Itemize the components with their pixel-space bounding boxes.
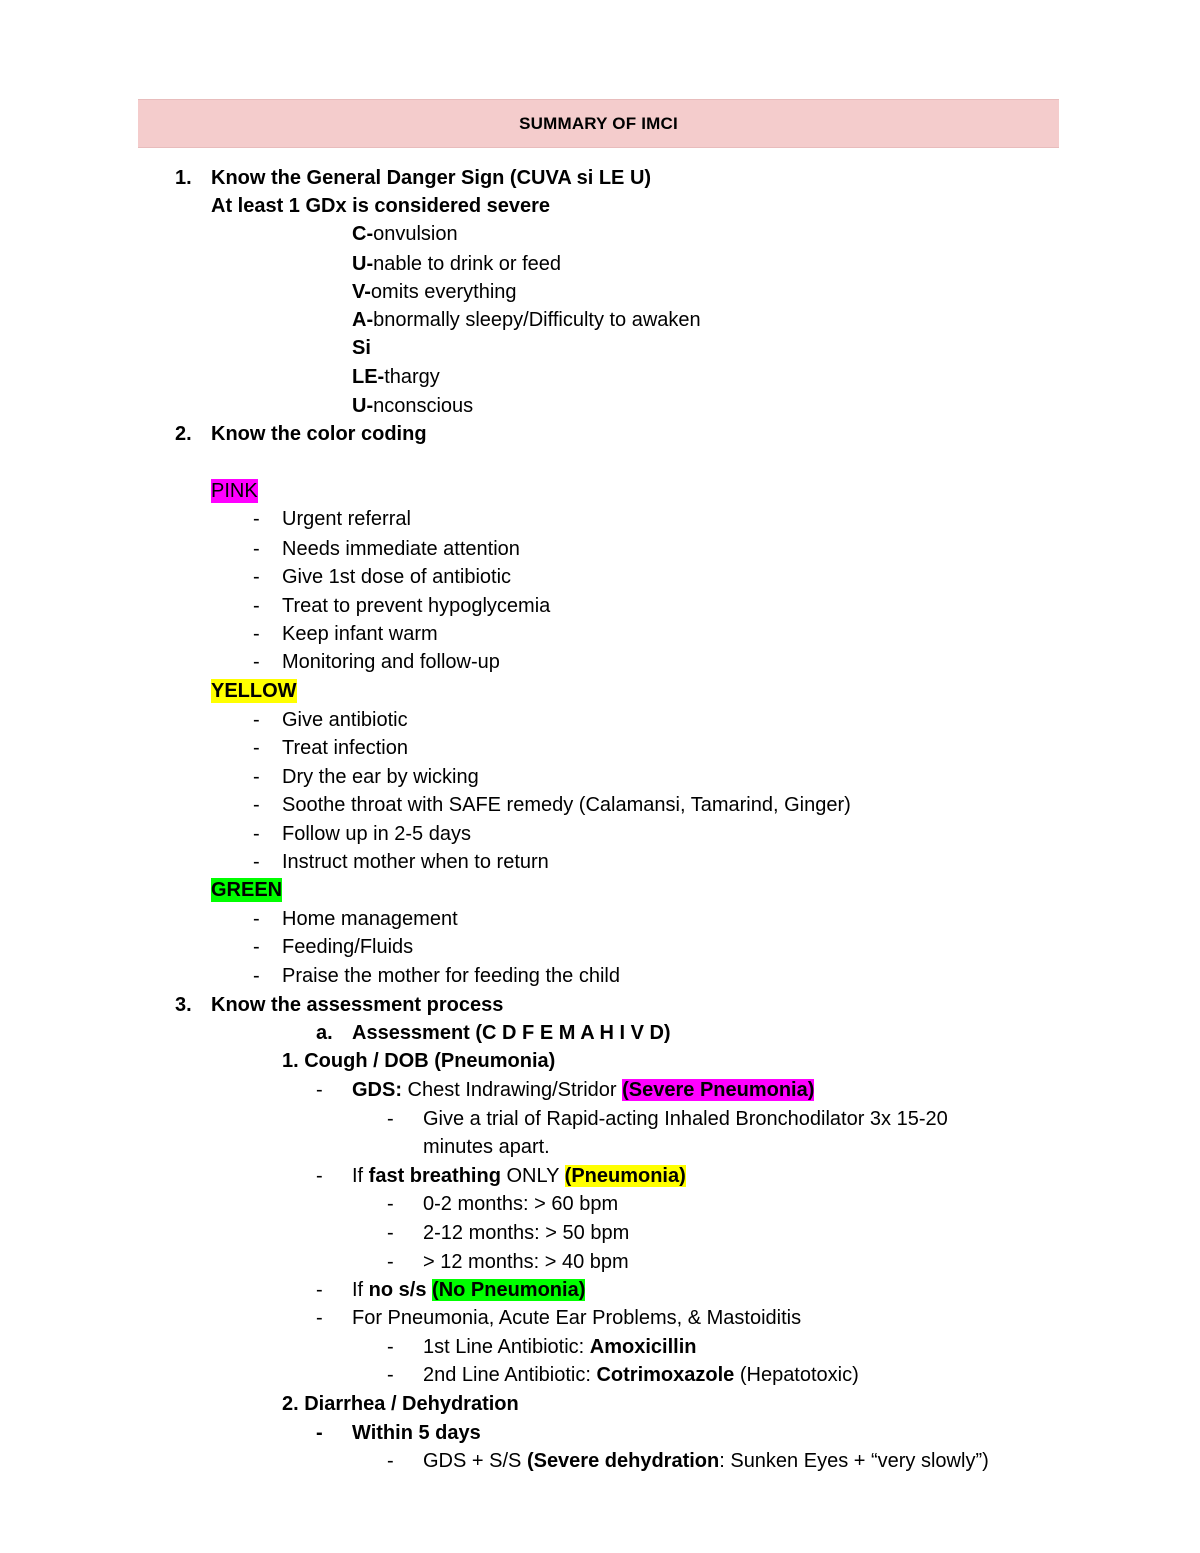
danger-sign-item: U-nable to drink or feed [352,253,562,275]
section-3-number: 3. [175,994,192,1016]
list-dash: - [316,1422,323,1444]
list-dash: - [253,623,260,645]
assessment-heading: Assessment (C D F E M A H I V D) [352,1022,671,1044]
bronchodilator-line-2: minutes apart. [423,1136,550,1158]
severe-dehydration-line: GDS + S/S (Severe dehydration: Sunken Eyes + “very slowly”) [423,1450,989,1472]
danger-sign-item: V-omits everything [352,281,517,303]
breathing-rate-item: 2-12 months: > 50 bpm [423,1222,630,1244]
green-item: Home management [282,908,458,930]
severe-pneumonia-highlight: (Severe Pneumonia) [622,1079,815,1101]
list-dash: - [316,1165,323,1187]
list-dash: - [387,1364,394,1386]
green-label: GREEN [211,879,283,901]
yellow-label: YELLOW [211,680,297,702]
danger-sign-item: Si [352,337,371,359]
list-dash: - [387,1450,394,1472]
second-line-antibiotic: 2nd Line Antibiotic: Cotrimoxazole (Hepatotoxic) [423,1364,859,1386]
page-title [138,99,1059,148]
list-dash: - [253,508,260,530]
bronchodilator-line-1: Give a trial of Rapid-acting Inhaled Bronchodilator 3x 15-20 [423,1108,948,1130]
yellow-item: Dry the ear by wicking [282,766,479,788]
yellow-item: Treat infection [282,737,408,759]
section-1-number: 1. [175,167,192,189]
list-dash: - [253,936,260,958]
list-dash: - [253,851,260,873]
danger-sign-item: C-onvulsion [352,223,458,245]
section-1-subheading: At least 1 GDx is considered severe [211,195,551,217]
list-dash: - [387,1222,394,1244]
danger-sign-item: A-bnormally sleepy/Difficulty to awaken [352,309,701,331]
list-dash: - [253,794,260,816]
breathing-rate-item: > 12 months: > 40 bpm [423,1251,629,1273]
assessment-letter: a. [316,1022,333,1044]
for-pneumonia-line: For Pneumonia, Acute Ear Problems, & Mastoiditis [352,1307,802,1329]
list-dash: - [253,566,260,588]
list-dash: - [253,538,260,560]
section-1-heading: Know the General Danger Sign (CUVA si LE U) [211,167,652,189]
pink-item: Treat to prevent hypoglycemia [282,595,551,617]
list-dash: - [253,709,260,731]
list-dash: - [387,1336,394,1358]
list-dash: - [387,1108,394,1130]
diarrhea-heading: 2. Diarrhea / Dehydration [282,1393,519,1415]
list-dash: - [253,823,260,845]
danger-sign-item: LE-thargy [352,366,440,388]
green-item: Praise the mother for feeding the child [282,965,620,987]
list-dash: - [316,1307,323,1329]
list-dash: - [387,1193,394,1215]
list-dash: - [253,908,260,930]
pink-item: Needs immediate attention [282,538,520,560]
breathing-rate-item: 0-2 months: > 60 bpm [423,1193,619,1215]
pink-item: Monitoring and follow-up [282,651,500,673]
list-dash: - [316,1079,323,1101]
within-5-days: Within 5 days [352,1422,481,1444]
list-dash: - [253,737,260,759]
no-pneumonia-highlight: (No Pneumonia) [432,1279,586,1301]
pink-item: Keep infant warm [282,623,438,645]
list-dash: - [253,766,260,788]
gds-pneumonia-line: GDS: Chest Indrawing/Stridor (Severe Pneumonia) [352,1079,815,1101]
no-pneumonia-line: If no s/s (No Pneumonia) [352,1279,586,1301]
list-dash: - [253,965,260,987]
section-3-heading: Know the assessment process [211,994,504,1016]
pink-label: PINK [211,480,258,502]
yellow-item: Soothe throat with SAFE remedy (Calamansi, Tamarind, Ginger) [282,794,851,816]
first-line-antibiotic: 1st Line Antibiotic: Amoxicillin [423,1336,697,1358]
list-dash: - [253,651,260,673]
section-2-heading: Know the color coding [211,423,427,445]
yellow-item: Follow up in 2-5 days [282,823,471,845]
cough-heading: 1. Cough / DOB (Pneumonia) [282,1050,556,1072]
green-item: Feeding/Fluids [282,936,414,958]
list-dash: - [253,595,260,617]
yellow-item: Instruct mother when to return [282,851,549,873]
pink-item: Urgent referral [282,508,411,530]
page-title-text: SUMMARY OF IMCI [519,113,678,133]
yellow-item: Give antibiotic [282,709,408,731]
danger-sign-item: U-nconscious [352,395,474,417]
section-2-number: 2. [175,423,192,445]
pink-item: Give 1st dose of antibiotic [282,566,512,588]
list-dash: - [387,1251,394,1273]
pneumonia-highlight: (Pneumonia) [564,1165,686,1187]
list-dash: - [316,1279,323,1301]
fast-breathing-line: If fast breathing ONLY (Pneumonia) [352,1165,686,1187]
